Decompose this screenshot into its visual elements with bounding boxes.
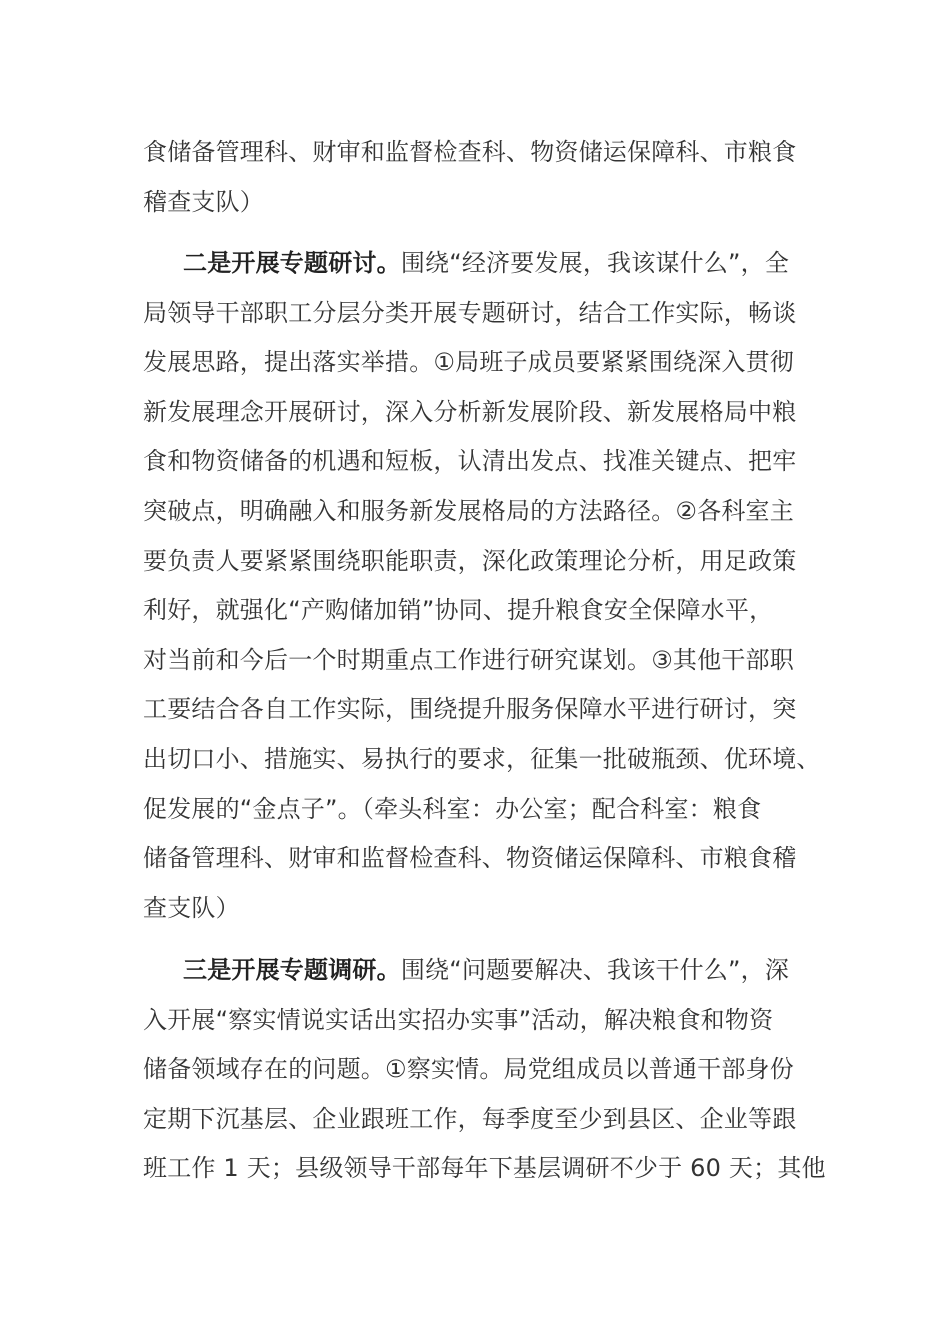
paragraph-first-line: [143, 239, 808, 289]
text-line: 促发展的“金点子”。（牵头科室：办公室；配合科室：粮食: [143, 794, 762, 823]
text-line: 食和物资储备的机遇和短板，认清出发点、找准关键点、把牢: [143, 447, 797, 476]
paragraph-continuation: [143, 128, 808, 227]
paragraph-topic-research: [143, 946, 826, 1194]
text-line: 局领导干部职工分层分类开展专题研讨，结合工作实际，畅谈: [143, 298, 797, 327]
text-line: 要负责人要紧紧围绕职能职责，深化政策理论分析，用足政策: [143, 546, 797, 575]
text-line: 储备领域存在的问题。①察实情。局党组成员以普通干部身份: [143, 1055, 794, 1084]
text-line: 入开展“察实情说实话出实招办实事”活动，解决粮食和物资: [143, 1005, 774, 1034]
text-line: 储备管理科、财审和监督检查科、物资储运保障科、市粮食稽: [143, 844, 797, 873]
text-line: 利好，就强化“产购储加销”协同、提升粮食安全保障水平，: [143, 596, 774, 625]
text-line: 稽查支队）: [143, 187, 264, 216]
text-line: 工要结合各自工作实际，围绕提升服务保障水平进行研讨，突: [143, 695, 797, 724]
text-line: 对当前和今后一个时期重点工作进行研究谋划。③其他干部职: [143, 645, 794, 674]
paragraph-heading: 二是开展专题研讨。: [183, 249, 401, 277]
text-line: 突破点，明确融入和服务新发展格局的方法路径。②各科室主: [143, 496, 794, 525]
text-line: 食储备管理科、财审和监督检查科、物资储运保障科、市粮食: [143, 138, 797, 166]
paragraph-topic-discussion: [143, 239, 821, 933]
paragraph-heading: 三是开展专题调研。: [183, 956, 401, 984]
text-run: 围绕“问题要解决、我该干什么”，深: [400, 956, 790, 984]
text-line: 查支队）: [143, 893, 240, 922]
text-run: 围绕“经济要发展，我该谋什么”，全: [400, 249, 790, 277]
text-line: 出切口小、措施实、易执行的要求，征集一批破瓶颈、优环境、: [143, 744, 821, 773]
text-line: 班工作 1 天；县级领导干部每年下基层调研不少于 60 天；其他: [143, 1154, 826, 1183]
text-line: 发展思路，提出落实举措。①局班子成员要紧紧围绕深入贯彻: [143, 348, 794, 377]
text-line: 定期下沉基层、企业跟班工作，每季度至少到县区、企业等跟: [143, 1104, 797, 1133]
paragraph-first-line: [143, 946, 808, 996]
text-line: 新发展理念开展研讨，深入分析新发展阶段、新发展格局中粮: [143, 397, 797, 426]
